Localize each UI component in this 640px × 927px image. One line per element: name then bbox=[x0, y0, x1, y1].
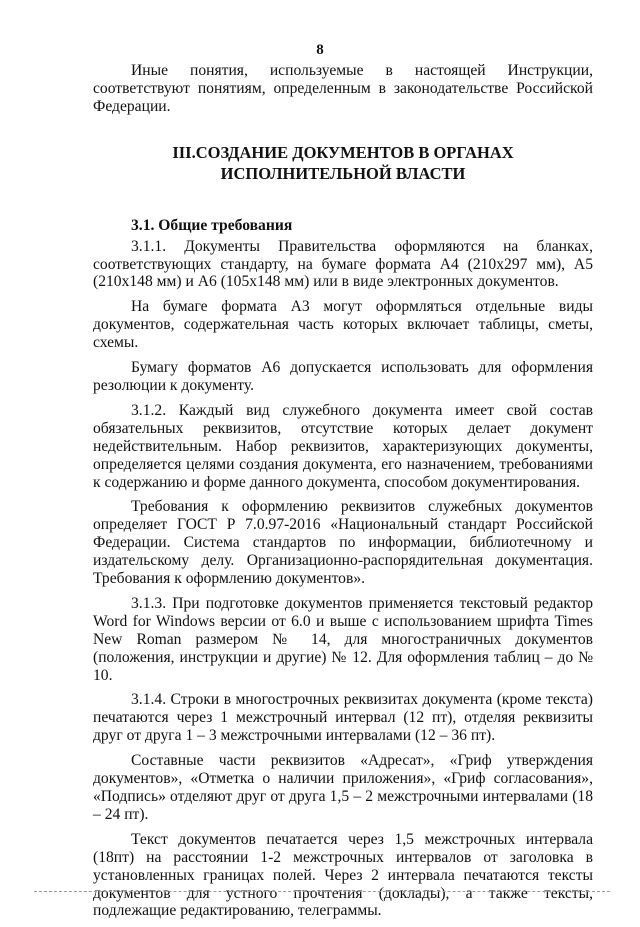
page-number: 8 bbox=[316, 42, 324, 58]
section-title bbox=[93, 142, 593, 184]
paragraph-gost-requirements: Требования к оформлению реквизитов служебных документов определяет ГОСТ Р 7.0.97-2016 «Национальный стандарт Российской Федерации. Система стандартов по информации, библиотечному и издательскому делу. Организационно-распорядительная документация. Требования к оформлению документов». bbox=[93, 498, 593, 588]
paragraph-3-1-2: 3.1.2. Каждый вид служебного документа имеет свой состав обязательных реквизитов, отсутствие которых делает документ недействительным. Набор реквизитов, характеризующих документы, определяется целями создания документа, его назначением, требованиями к содержанию и форме данного документа, способом документирования. bbox=[93, 401, 593, 491]
subsection-title: 3.1. Общие требования bbox=[131, 216, 293, 234]
paragraph-3-1-3: 3.1.3. При подготовке документов применяется текстовый редактор Word for Windows версии от 6.0 и выше с использованием шрифта Times New Roman размером № 14, для многостраничных документов (положения, инструкции и другие) № 12. Для оформления таблиц – до № 10. bbox=[93, 594, 593, 684]
paragraph-text-spacing: Текст документов печатается через 1,5 межстрочных интервала (18пт) на расстоянии 1-2 межстрочных интервалов от заголовка в установленных границах полей. Через 2 интервала печатаются тексты документов для устного прочтения (доклады), а также тексты, подлежащие редактированию, телеграммы. bbox=[93, 830, 593, 920]
paragraph-requisite-parts: Составные части реквизитов «Адресат», «Гриф утверждения документов», «Отметка о наличии приложения», «Гриф согласования», «Подпись» отделяют друг от друга 1,5 – 2 межстрочными интервалами (18 – 24 пт). bbox=[93, 752, 593, 823]
document-body bbox=[93, 62, 593, 927]
paragraph-3-1-4: 3.1.4. Строки в многострочных реквизитах документа (кроме текста) печатаются через 1 межстрочный интервал (12 пт), отделяя реквизиты друг от друга 1 – 3 межстрочными интервалами (12 – 36 пт). bbox=[93, 691, 593, 745]
section-title-line-1: III.СОЗДАНИЕ ДОКУМЕНТОВ В ОРГАНАХ bbox=[172, 142, 514, 162]
intro-paragraph: Иные понятия, используемые в настоящей Инструкции, соответствуют понятиям, определенным в законодательстве Российской Федерации. bbox=[93, 62, 593, 115]
bottom-scan-edge-line bbox=[34, 891, 610, 892]
paragraph-a3-format: На бумаге формата А3 могут оформляться отдельные виды документов, содержательная часть которых включает таблицы, сметы, схемы. bbox=[93, 298, 593, 352]
paragraph-3-1-1: 3.1.1. Документы Правительства оформляются на бланках, соответствующих стандарту, на бумаге формата А4 (210х297 мм), А5 (210х148 мм) и А6 (105х148 мм) или в виде электронных документов. bbox=[93, 237, 593, 291]
paragraph-a6-format: Бумагу форматов А6 допускается использовать для оформления резолюции к документу. bbox=[93, 359, 593, 394]
section-title-line-2: ИСПОЛНИТЕЛЬНОЙ ВЛАСТИ bbox=[220, 163, 466, 183]
